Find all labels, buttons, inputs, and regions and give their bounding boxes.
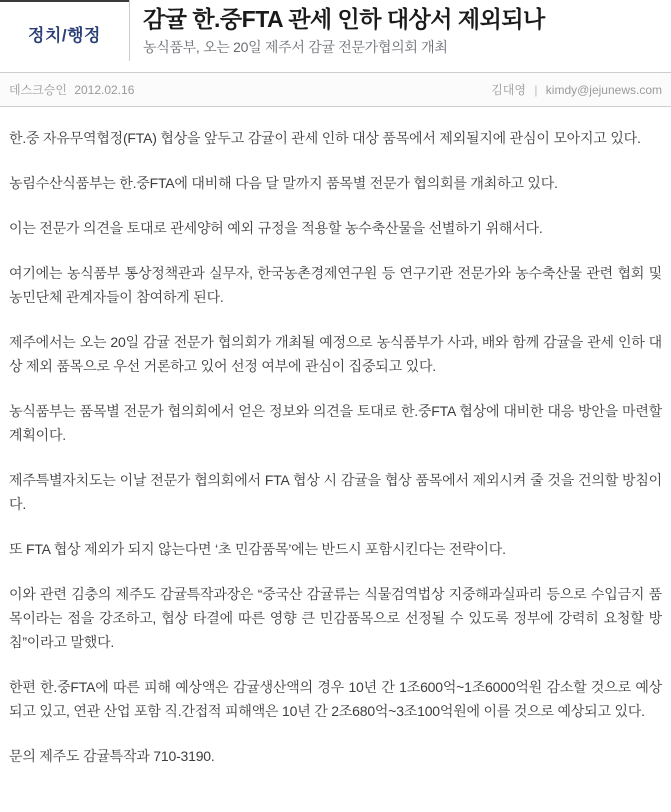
article-paragraph: 제주특별자치도는 이날 전문가 협의회에서 FTA 협상 시 감귤을 협상 품목에서 제외시켜 줄 것을 건의할 방침이다. bbox=[9, 472, 662, 512]
article-body bbox=[0, 107, 671, 768]
reporter-email[interactable]: kimdy@jejunews.com bbox=[545, 83, 662, 97]
title-block bbox=[129, 0, 671, 61]
article-header bbox=[0, 0, 671, 61]
article-paragraph: 여기에는 농식품부 통상정책관과 실무자, 한국농촌경제연구원 등 연구기관 전문가와 농수축산물 관련 협회 및 농민단체 관계자들이 참여하게 된다. bbox=[9, 265, 662, 305]
article-paragraph: 문의 제주도 감귤특작과 710-3190. bbox=[9, 748, 215, 764]
byline-separator: | bbox=[534, 83, 538, 97]
desk-approval bbox=[9, 81, 138, 98]
article-paragraph: 제주에서는 오는 20일 감귤 전문가 협의회가 개최될 예정으로 농식품부가 사과, 배와 함께 감귤을 관세 인하 대상 제외 품목으로 우선 거론하고 있어 선정 여부에 관심이 집중되고 있다. bbox=[9, 334, 662, 374]
article-paragraph: 농식품부는 품목별 전문가 협의회에서 얻은 정보와 의견을 토대로 한.중FTA 협상에 대비한 대응 방안을 마련할 계획이다. bbox=[9, 403, 662, 443]
article-title: 감귤 한.중FTA 관세 인하 대상서 제외되나 bbox=[143, 6, 545, 32]
byline-bar bbox=[0, 72, 671, 107]
desk-approval-date: 2012.02.16 bbox=[74, 83, 135, 97]
article-paragraph: 농림수산식품부는 한.중FTA에 대비해 다음 달 말까지 품목별 전문가 협의회를 개최하고 있다. bbox=[9, 175, 558, 191]
article-paragraph: 한.중 자유무역협정(FTA) 협상을 앞두고 감귤이 관세 인하 대상 품목에서 제외될지에 관심이 모아지고 있다. bbox=[9, 130, 641, 146]
reporter-info bbox=[491, 81, 662, 98]
reporter-name: 김대영 bbox=[491, 83, 526, 97]
article-paragraph: 또 FTA 협상 제외가 되지 않는다면 ‘초 민감품목’에는 반드시 포함시킨다는 전략이다. bbox=[9, 541, 506, 557]
article-paragraph: 한편 한.중FTA에 따른 피해 예상액은 감귤생산액의 경우 10년 간 1조600억~1조6000억원 감소할 것으로 예상되고 있고, 연관 산업 포함 직.간접적 피해액은 10년 간 2조680억~3조100억원에 이를 것으로 예상되고 있다. bbox=[9, 679, 662, 719]
article-subtitle: 농식품부, 오는 20일 제주서 감귤 전문가협의회 개최 bbox=[143, 39, 448, 55]
desk-approval-label: 데스크승인 bbox=[9, 83, 67, 97]
article-paragraph: 이와 관련 김충의 제주도 감귤특작과장은 “중국산 감귤류는 식물검역법상 지중해과실파리 등으로 수입금지 품목이라는 점을 강조하고, 협상 타결에 따른 영향 큰 민감품목으로 선정될 수 있도록 정부에 강력히 요청할 방침”이라고 말했다. bbox=[9, 586, 662, 650]
section-category-label[interactable]: 정치/행정 bbox=[28, 26, 101, 45]
article-paragraph: 이는 전문가 의견을 토대로 관세양허 예외 규정을 적용할 농수축산물을 선별하기 위해서다. bbox=[9, 220, 543, 236]
section-category[interactable] bbox=[0, 0, 129, 61]
